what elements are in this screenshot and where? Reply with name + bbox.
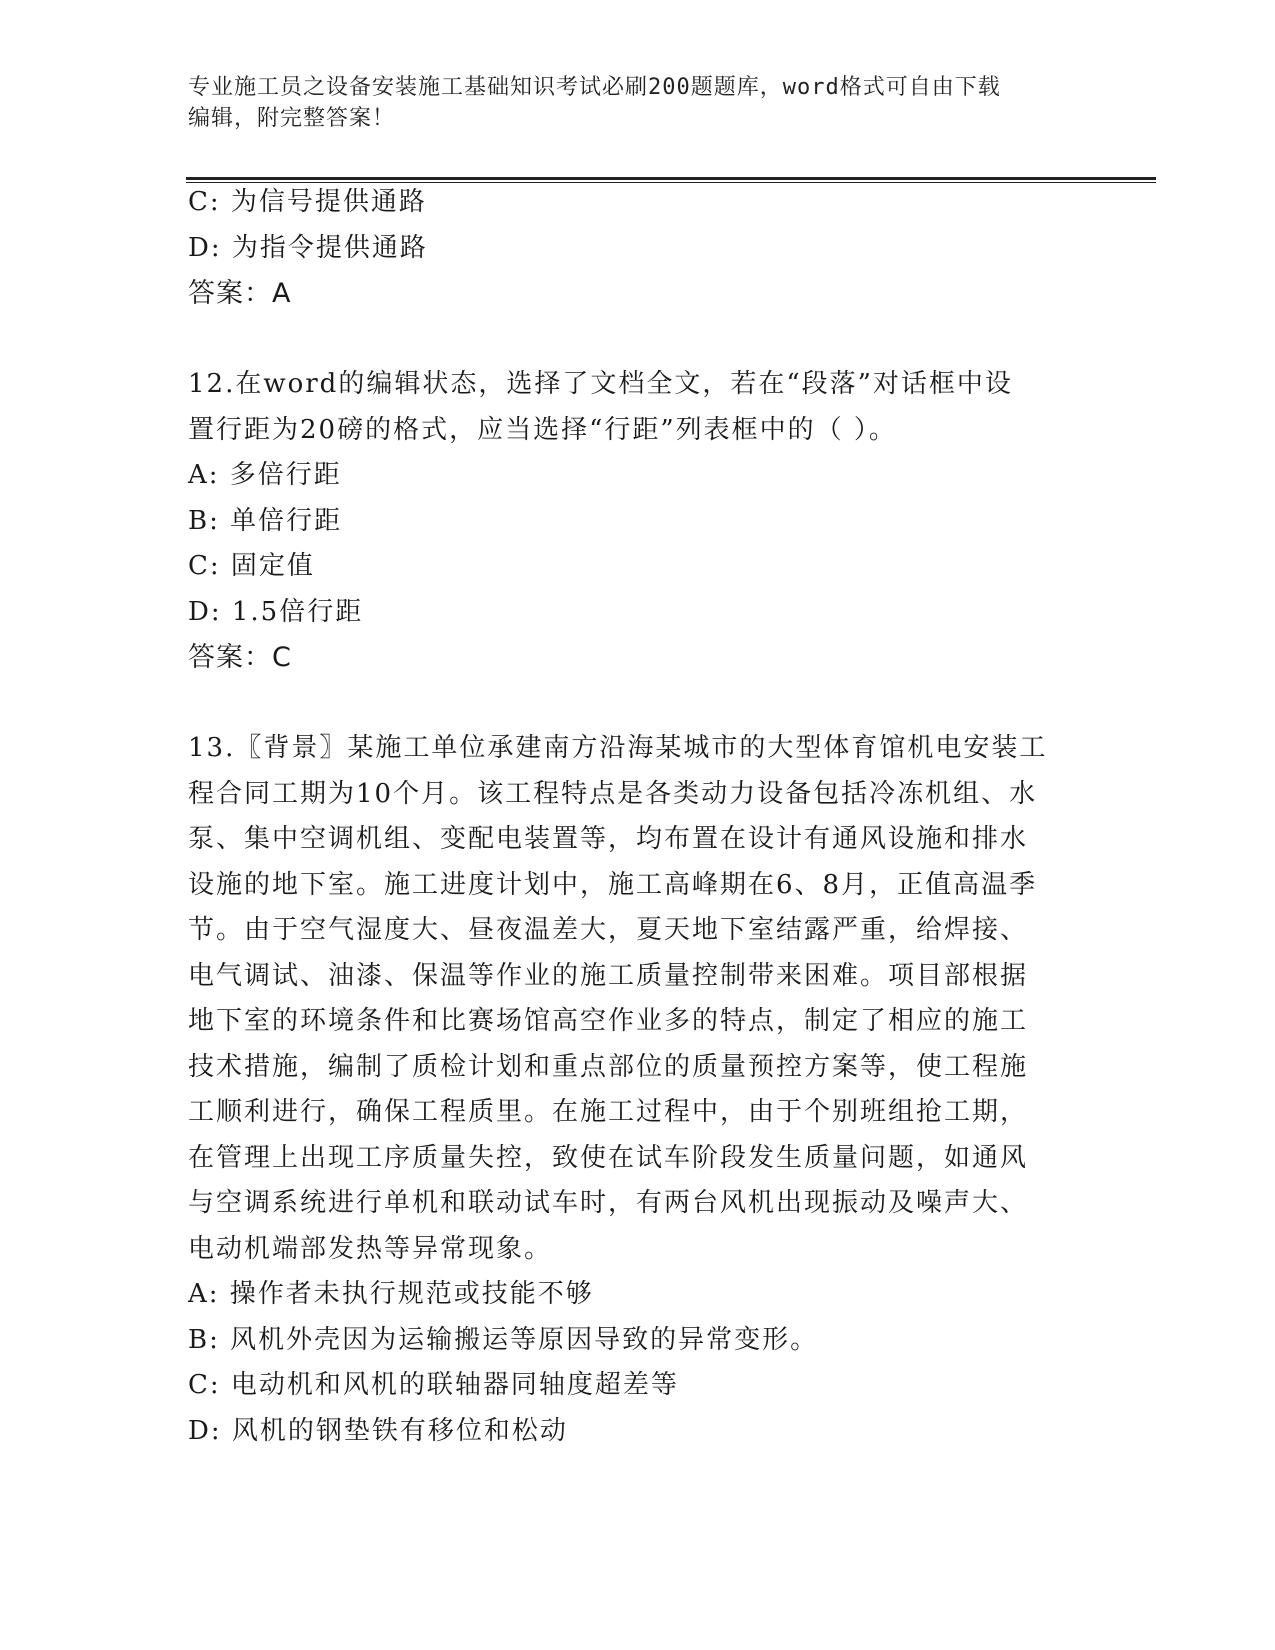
q12-stem-line-1: 12.在word的编辑状态，选择了文档全文，若在“段落”对话框中设 <box>188 369 1013 399</box>
q12-option-a: A: 多倍行距 <box>188 460 342 490</box>
spacer <box>188 681 1088 727</box>
q13-stem-line-8: 技术措施，编制了质检计划和重点部位的质量预控方案等，使工程施 <box>188 1051 1029 1082</box>
q12-option-c: C: 固定值 <box>188 551 315 581</box>
q13-stem-line-12: 电动机端部发热等异常现象。 <box>188 1233 553 1264</box>
header-title-line-1: 专业施工员之设备安装施工基础知识考试必刷200题题库，word格式可自由下载 <box>188 75 1001 100</box>
q13-stem-line-2: 程合同工期为10个月。该工程特点是各类动力设备包括冷冻机组、水 <box>188 778 1038 809</box>
q13-option-c: C: 电动机和风机的联轴器同轴度超差等 <box>188 1370 679 1400</box>
q13-stem-line-9: 工顺利进行，确保工程质里。在施工过程中，由于个别班组抢工期， <box>188 1097 1029 1127</box>
q13-option-d: D: 风机的钢垫铁有移位和松动 <box>188 1415 568 1446</box>
prev-option-c: C: 为信号提供通路 <box>188 187 427 217</box>
spacer <box>188 317 1088 363</box>
header-title-line-2: 编辑，附完整答案！ <box>188 106 396 131</box>
prev-answer: 答案：A <box>188 278 292 309</box>
q13-stem-line-11: 与空调系统进行单机和联动试车时，有两台风机出现振动及噪声大、 <box>188 1188 1029 1218</box>
prev-option-d: D: 为指令提供通路 <box>188 232 428 263</box>
q13-option-a: A: 操作者未执行规范或技能不够 <box>188 1279 594 1309</box>
q13-stem-line-10: 在管理上出现工序质量失控，致使在试车阶段发生质量问题，如通风 <box>188 1142 1029 1173</box>
q13-stem-line-5: 节。由于空气湿度大、昼夜温差大，夏天地下室结露严重，给焊接、 <box>188 915 1029 945</box>
q13-stem-line-3: 泵、集中空调机组、变配电装置等，均布置在设计有通风设施和排水 <box>188 824 1029 854</box>
q13-stem-line-7: 地下室的环境条件和比赛场馆高空作业多的特点，制定了相应的施工 <box>188 1006 1029 1036</box>
q12-answer: 答案：C <box>188 642 292 673</box>
q13-stem-line-4: 设施的地下室。施工进度计划中，施工高峰期在6、8月，正值高温季 <box>188 869 1038 900</box>
q13-stem-line-6: 电气调试、油漆、保温等作业的施工质量控制带来困难。项目部根据 <box>188 960 1029 991</box>
document-header <box>188 72 1068 134</box>
q12-stem-line-2: 置行距为20磅的格式，应当选择“行距”列表框中的（ ）。 <box>188 414 897 445</box>
q13-option-b: B: 风机外壳因为运输搬运等原因导致的异常变形。 <box>188 1324 819 1355</box>
document-body <box>188 180 1088 1454</box>
q13-stem-line-1: 13.〖背景〗某施工单位承建南方沿海某城市的大型体育馆机电安装工 <box>188 733 1048 763</box>
q12-option-b: B: 单倍行距 <box>188 505 343 536</box>
q12-option-d: D: 1.5倍行距 <box>188 596 364 627</box>
